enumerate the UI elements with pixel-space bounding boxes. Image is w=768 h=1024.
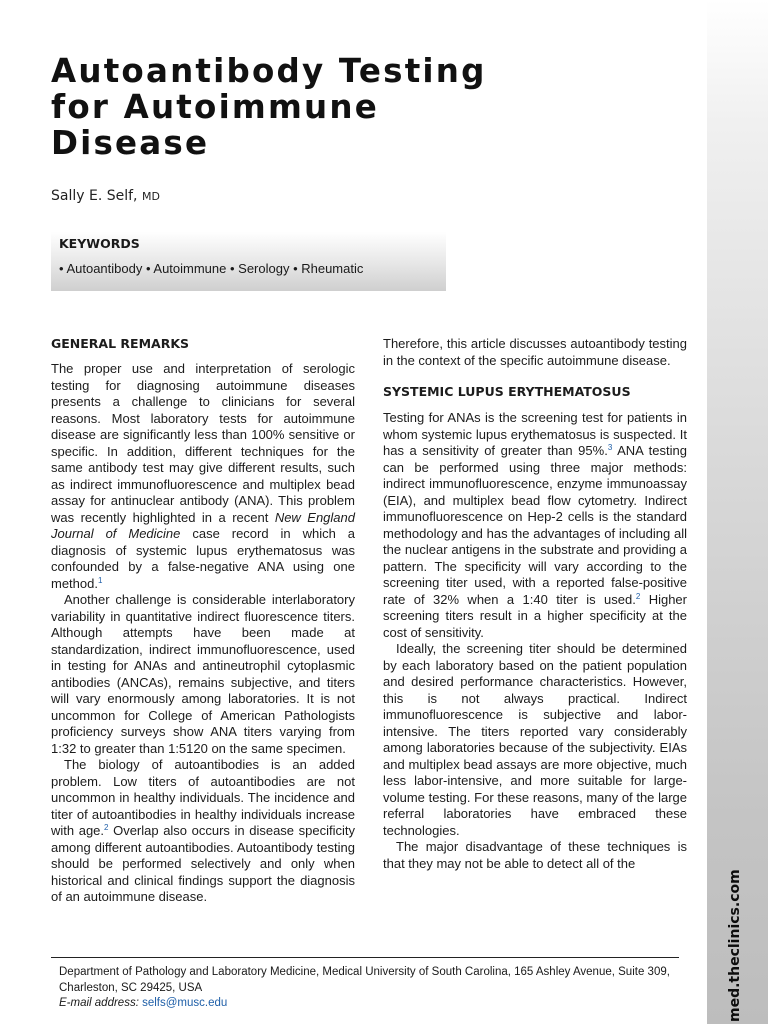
paragraph: Therefore, this article discusses autoantibody testing in the context of the specific autoimmune disease. [383, 336, 687, 368]
article-title [51, 53, 521, 161]
paragraph-text: ANA testing can be performed using three major methods: indirect immunofluorescence, enzyme immunoassay (EIA), and multiplex bead flow cytometry. Indirect immunofluorescence on Hep-2 cells is the standard methodology and has the advantages of including all the nuclear antigens in the substrate and providing a pattern. The specificity will vary according to the screening titer used, with a reported false-positive rate of 32% when a 1:40 titer is used. [383, 443, 687, 607]
journal-name: New England Journal of Medicine [51, 509, 355, 541]
paragraph-text: case record in which a diagnosis of systemic lupus erythematosus was confounded by a false-negative ANA using one method. [51, 526, 355, 591]
left-column [51, 336, 355, 906]
email-label: E-mail address: [59, 997, 139, 1009]
paragraph-text: The proper use and interpretation of serologic testing for diagnosing autoimmune diseases presents a challenge to clinicians for several reasons. Most laboratory tests for autoimmune disease are significantly less than 100% sensitive or specific. In addition, different techniques for the same antibody test may give different results, such as indirect immunofluorescence and multiplex bead assay for antinuclear antibody (ANA). This problem was recently highlighted in a recent [51, 361, 355, 525]
section-heading-sle: SYSTEMIC LUPUS ERYTHEMATOSUS [383, 384, 631, 399]
reference-link[interactable]: 2 [104, 823, 109, 832]
reference-link[interactable]: 3 [607, 443, 613, 452]
paragraph [51, 361, 355, 592]
section-heading-general-remarks: GENERAL REMARKS [51, 336, 190, 351]
author-line [51, 188, 160, 204]
keywords-list: • Autoantibody • Autoimmune • Serology • Rheumatic [59, 261, 364, 276]
email-line [59, 996, 689, 1012]
paragraph-text: Overlap also occurs in disease specificity among different autoantibodies. Autoantibody testing should be performed selectively and only when historical and clinical findings support the diagnosis of an autoimmune disease. [51, 823, 355, 904]
paragraph-text: Testing for ANAs is the screening test for patients in whom systemic lupus erythematosus is suspected. It has a sensitivity of greater than 95%. [383, 410, 687, 458]
paragraph-text: The biology of autoantibodies is an added problem. Low titers of autoantibodies are not uncommon in healthy individuals. The incidence and titer of autoantibodies in healthy individuals increase with age. [51, 757, 355, 838]
paragraph: Another challenge is considerable interlaboratory variability in quantitative indirect fluorescence titers. Although attempts have been made at standardization, indirect immunofluorescence, used in testing for ANAs and antineutrophil cytoplasmic antibodies (ANCAs), remains subjective, and titers will vary enormously among laboratories. It is not uncommon for College of American Pathologists proficiency surveys show ANA titers varying from 1:32 to greater than 1:5120 on the same specimen. [51, 592, 355, 756]
paragraph [51, 757, 355, 906]
right-column [383, 336, 687, 872]
footer-affiliation-block [59, 965, 689, 1012]
footer-divider [51, 957, 679, 958]
paragraph [383, 410, 687, 641]
affiliation-text: Department of Pathology and Laboratory Medicine, Medical University of South Carolina, 165 Ashley Avenue, Suite 309, Charleston, SC 29425, USA [59, 966, 670, 994]
author-degree: MD [141, 190, 160, 203]
title-line-2: for Autoimmune [51, 88, 379, 126]
keywords-heading: KEYWORDS [59, 236, 140, 251]
paragraph: Ideally, the screening titer should be determined by each laboratory based on the patient population and desired performance characteristics. However, this is not always practical. Indirect immunofluorescence is subjective and labor-intensive. The titers reported vary considerably among laboratories because of the subjectivity. EIAs and multiplex bead assays are more objective, much less labor-intensive, and more suitable for large-volume testing. For these reasons, many of the large referral laboratories have embraced these technologies. [383, 641, 687, 838]
reference-link[interactable]: 2 [635, 591, 641, 601]
journal-url: med.theclinics.com [727, 869, 743, 1022]
reference-link[interactable]: 1 [97, 575, 103, 585]
title-line-3: Disease [51, 124, 210, 162]
author-name: Sally E. Self, [51, 188, 138, 204]
keywords-box [51, 232, 446, 291]
paragraph: The major disadvantage of these techniques is that they may not be able to detect all of the [383, 839, 687, 871]
title-line-1: Autoantibody Testing [51, 52, 487, 90]
paragraph-text: Higher screening titers result in a higher specificity at the cost of sensitivity. [383, 591, 687, 640]
email-link[interactable]: selfs@musc.edu [142, 997, 228, 1009]
